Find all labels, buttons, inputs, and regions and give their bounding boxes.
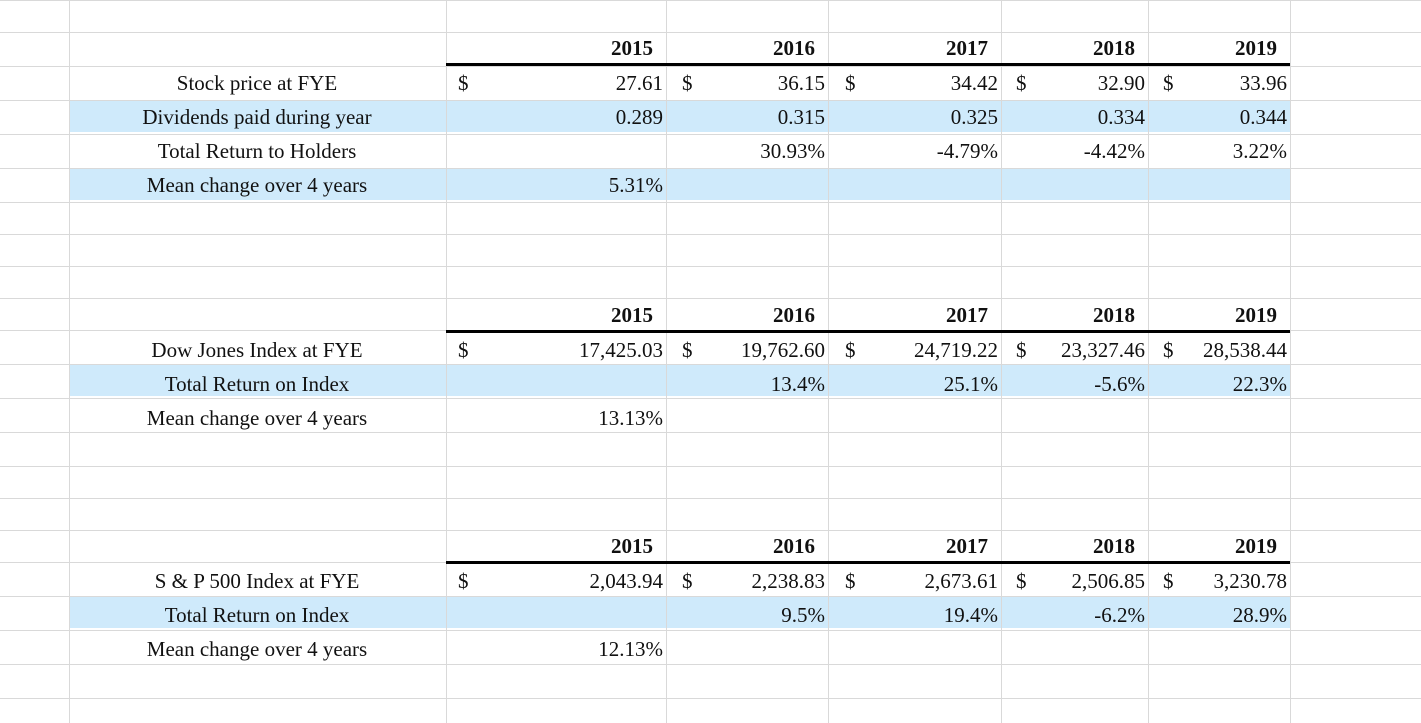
grid-row-line bbox=[0, 530, 1421, 531]
currency-symbol: $ bbox=[458, 569, 469, 593]
grid-col-line bbox=[69, 0, 70, 723]
cell-value[interactable]: 34.42 bbox=[950, 71, 998, 95]
currency-symbol: $ bbox=[682, 71, 693, 95]
cell-value[interactable]: 0.289 bbox=[615, 105, 663, 129]
cell-value[interactable]: 3.22% bbox=[1232, 139, 1287, 163]
grid-row-line bbox=[0, 134, 1421, 135]
grid-row-line bbox=[0, 664, 1421, 665]
cell-value[interactable]: 2,673.61 bbox=[924, 569, 998, 593]
grid-row-line bbox=[0, 32, 1421, 33]
grid-row-line bbox=[0, 596, 1421, 597]
cell-value[interactable]: 19.4% bbox=[943, 603, 998, 627]
row-label: Dow Jones Index at FYE bbox=[151, 338, 363, 362]
year-header: 2015 bbox=[611, 303, 653, 327]
year-header: 2018 bbox=[1093, 303, 1135, 327]
cell-value[interactable]: 32.90 bbox=[1097, 71, 1145, 95]
row-label: Total Return on Index bbox=[164, 603, 350, 627]
grid-row-line bbox=[0, 100, 1421, 101]
year-header: 2018 bbox=[1093, 36, 1135, 60]
grid-row-line bbox=[0, 266, 1421, 267]
year-header: 2017 bbox=[946, 303, 988, 327]
currency-symbol: $ bbox=[1016, 71, 1027, 95]
cell-value[interactable]: 0.334 bbox=[1097, 105, 1145, 129]
cell-value[interactable]: 24,719.22 bbox=[914, 338, 998, 362]
cell-value[interactable]: 33.96 bbox=[1239, 71, 1287, 95]
cell-value[interactable]: -6.2% bbox=[1094, 603, 1145, 627]
cell-value[interactable]: 19,762.60 bbox=[741, 338, 825, 362]
grid-col-line bbox=[828, 0, 829, 723]
grid-row-line bbox=[0, 298, 1421, 299]
cell-value[interactable]: 0.315 bbox=[777, 105, 825, 129]
year-header: 2015 bbox=[611, 534, 653, 558]
cell-value[interactable]: 30.93% bbox=[760, 139, 825, 163]
cell-value[interactable]: 28,538.44 bbox=[1203, 338, 1287, 362]
grid-row-line bbox=[0, 364, 1421, 365]
grid-row-line bbox=[0, 498, 1421, 499]
currency-symbol: $ bbox=[1163, 338, 1174, 362]
cell-value[interactable]: 12.13% bbox=[598, 637, 663, 661]
header-underline bbox=[446, 561, 1290, 564]
cell-value[interactable]: 22.3% bbox=[1232, 372, 1287, 396]
grid-row-line bbox=[0, 66, 1421, 67]
currency-symbol: $ bbox=[458, 338, 469, 362]
row-label: Mean change over 4 years bbox=[146, 406, 368, 430]
currency-symbol: $ bbox=[845, 71, 856, 95]
grid-row-line bbox=[0, 168, 1421, 169]
year-header: 2017 bbox=[946, 534, 988, 558]
cell-value[interactable]: 2,506.85 bbox=[1071, 569, 1145, 593]
year-header: 2016 bbox=[773, 36, 815, 60]
currency-symbol: $ bbox=[1163, 71, 1174, 95]
currency-symbol: $ bbox=[682, 338, 693, 362]
currency-symbol: $ bbox=[1163, 569, 1174, 593]
currency-symbol: $ bbox=[458, 71, 469, 95]
cell-value[interactable]: 13.4% bbox=[770, 372, 825, 396]
cell-value[interactable]: 13.13% bbox=[598, 406, 663, 430]
cell-value[interactable]: -4.79% bbox=[936, 139, 998, 163]
year-header: 2016 bbox=[773, 303, 815, 327]
year-header: 2017 bbox=[946, 36, 988, 60]
cell-value[interactable]: 17,425.03 bbox=[579, 338, 663, 362]
row-label: S & P 500 Index at FYE bbox=[154, 569, 360, 593]
cell-value[interactable]: 23,327.46 bbox=[1061, 338, 1145, 362]
cell-value[interactable]: 25.1% bbox=[943, 372, 998, 396]
grid-row-line bbox=[0, 234, 1421, 235]
currency-symbol: $ bbox=[845, 569, 856, 593]
cell-value[interactable]: -5.6% bbox=[1094, 372, 1145, 396]
year-header: 2019 bbox=[1235, 303, 1277, 327]
grid-col-line bbox=[666, 0, 667, 723]
grid-row-line bbox=[0, 432, 1421, 433]
grid-col-line bbox=[1290, 0, 1291, 723]
cell-value[interactable]: 5.31% bbox=[608, 173, 663, 197]
header-underline bbox=[446, 330, 1290, 333]
row-label: Total Return on Index bbox=[164, 372, 350, 396]
grid-row-line bbox=[0, 398, 1421, 399]
grid-row-line bbox=[0, 0, 1421, 1]
cell-value[interactable]: 9.5% bbox=[781, 603, 825, 627]
grid-row-line bbox=[0, 202, 1421, 203]
year-header: 2016 bbox=[773, 534, 815, 558]
cell-value[interactable]: -4.42% bbox=[1083, 139, 1145, 163]
cell-value[interactable]: 36.15 bbox=[777, 71, 825, 95]
row-label: Mean change over 4 years bbox=[146, 173, 368, 197]
year-header: 2019 bbox=[1235, 36, 1277, 60]
row-label: Dividends paid during year bbox=[142, 105, 372, 129]
grid-row-line bbox=[0, 698, 1421, 699]
year-header: 2019 bbox=[1235, 534, 1277, 558]
row-label: Stock price at FYE bbox=[176, 71, 338, 95]
year-header: 2015 bbox=[611, 36, 653, 60]
currency-symbol: $ bbox=[682, 569, 693, 593]
cell-value[interactable]: 28.9% bbox=[1232, 603, 1287, 627]
grid-row-line bbox=[0, 630, 1421, 631]
currency-symbol: $ bbox=[1016, 338, 1027, 362]
cell-value[interactable]: 2,043.94 bbox=[589, 569, 663, 593]
grid-col-line bbox=[446, 0, 447, 723]
cell-value[interactable]: 27.61 bbox=[615, 71, 663, 95]
cell-value[interactable]: 0.344 bbox=[1239, 105, 1287, 129]
grid-row-line bbox=[0, 466, 1421, 467]
currency-symbol: $ bbox=[1016, 569, 1027, 593]
cell-value[interactable]: 3,230.78 bbox=[1213, 569, 1287, 593]
year-header: 2018 bbox=[1093, 534, 1135, 558]
row-label: Mean change over 4 years bbox=[146, 637, 368, 661]
cell-value[interactable]: 2,238.83 bbox=[751, 569, 825, 593]
row-label: Total Return to Holders bbox=[157, 139, 357, 163]
cell-value[interactable]: 0.325 bbox=[950, 105, 998, 129]
currency-symbol: $ bbox=[845, 338, 856, 362]
header-underline bbox=[446, 63, 1290, 66]
